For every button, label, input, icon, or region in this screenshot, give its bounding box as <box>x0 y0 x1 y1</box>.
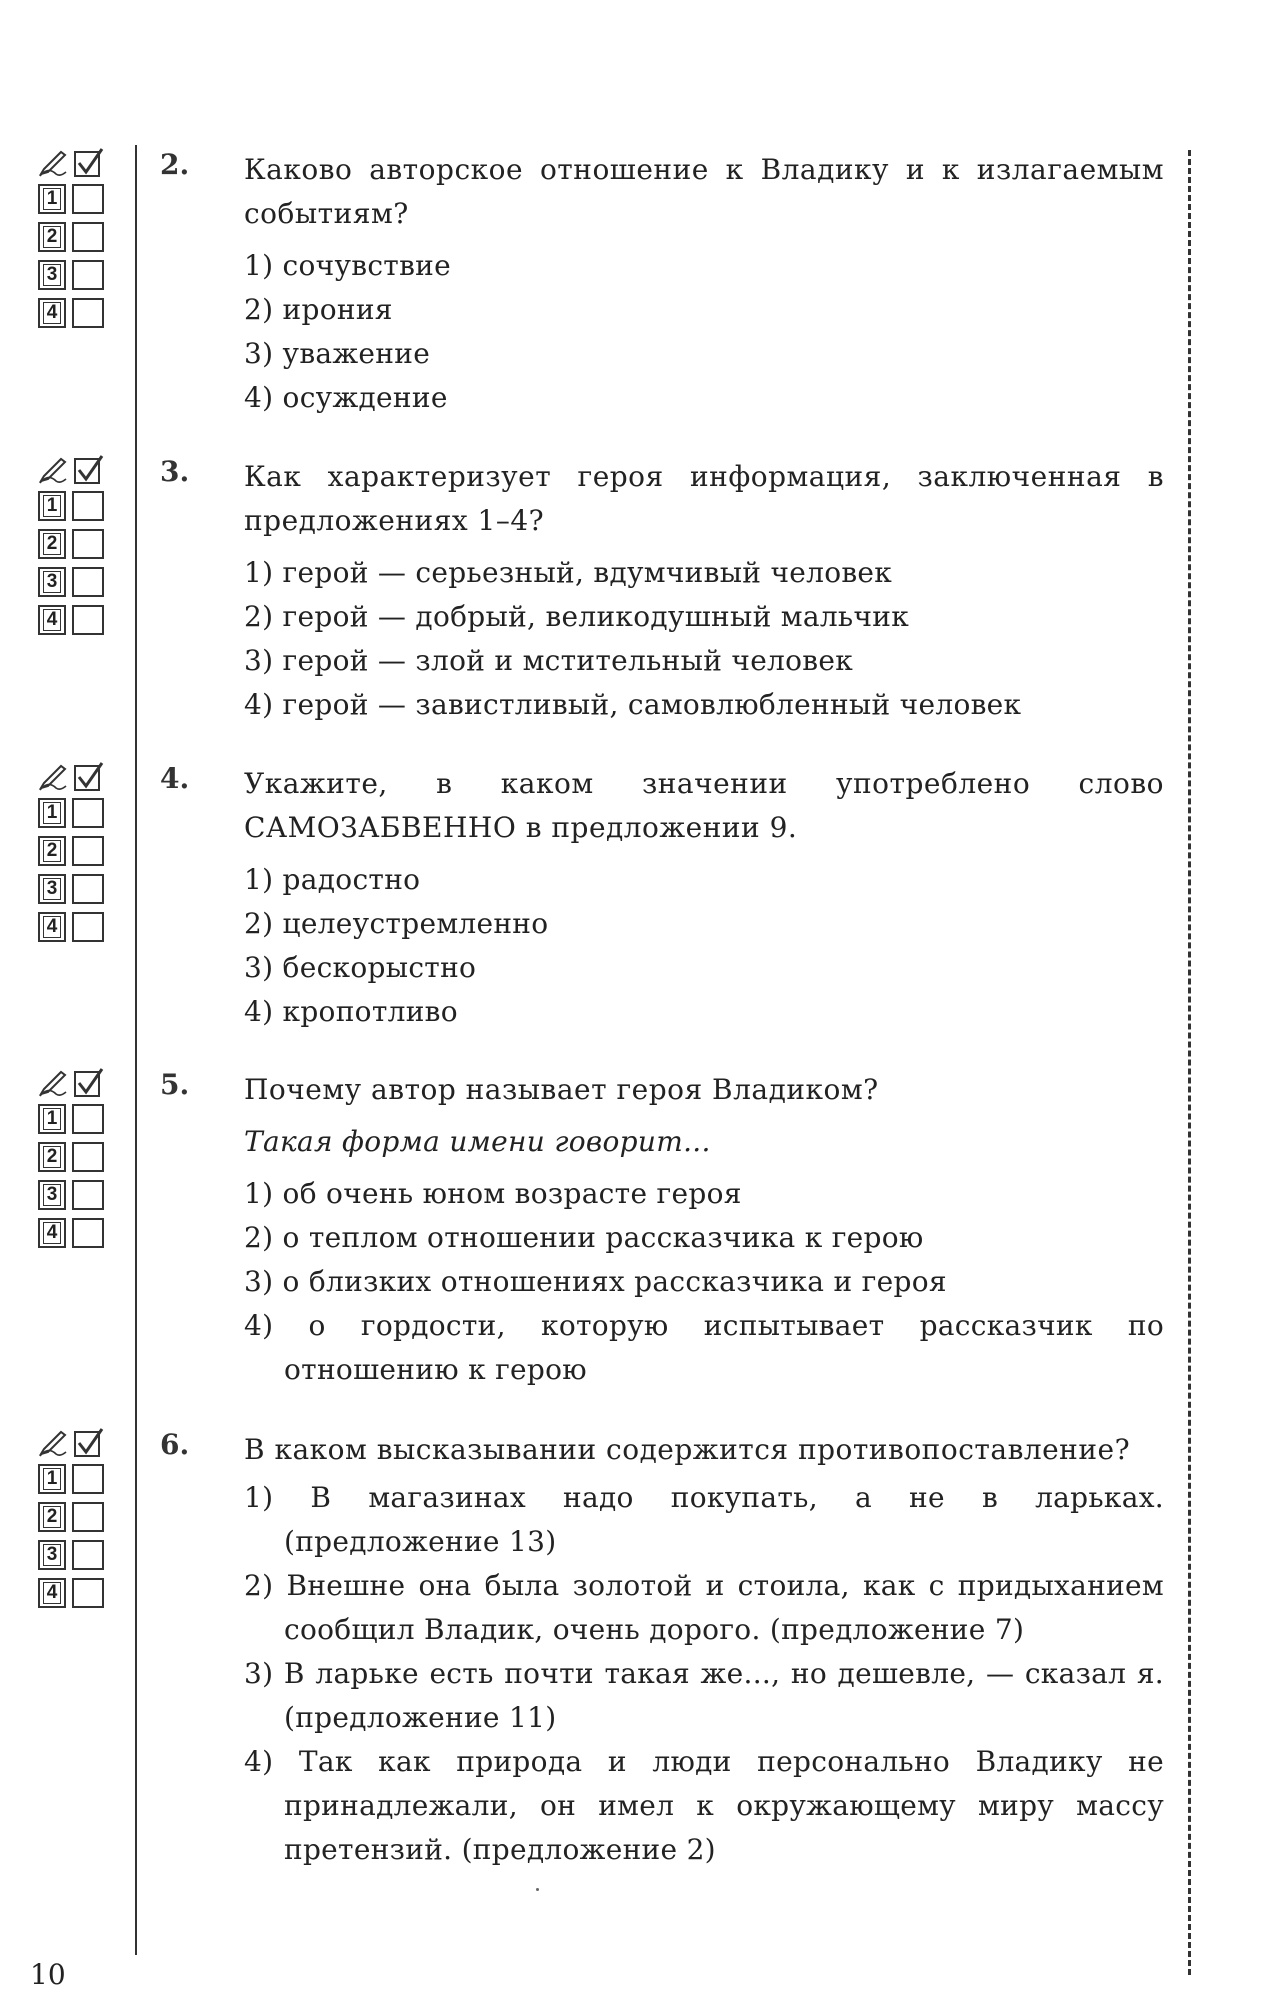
question-number: 3. <box>160 455 190 488</box>
question-number: 4. <box>160 762 190 795</box>
question-number: 6. <box>160 1428 190 1461</box>
answer-box[interactable] <box>72 491 104 521</box>
answer-box[interactable] <box>72 1540 104 1570</box>
question-text: Как характеризует героя информация, заключенная в предложениях 1–4? <box>244 460 1164 537</box>
answer-box[interactable] <box>72 1464 104 1494</box>
option: 1) герой — серьезный, вдумчивый человек <box>244 556 893 589</box>
answer-label: 2 <box>38 1142 66 1172</box>
pen-icon <box>38 457 70 485</box>
option: 2) о теплом отношении рассказчика к герою <box>244 1221 924 1254</box>
answer-box[interactable] <box>72 1104 104 1134</box>
answer-box[interactable] <box>72 836 104 866</box>
answer-label: 2 <box>38 836 66 866</box>
answer-label: 3 <box>38 260 66 290</box>
option: 4) Так как природа и люди персонально Владику не принадлежали, он имел к окружающему миру массу претензий. (предложение 2) <box>244 1745 1164 1866</box>
option: 1) радостно <box>244 863 421 896</box>
answer-box[interactable] <box>72 184 104 214</box>
option: 2) ирония <box>244 293 393 326</box>
option: 2) Внешне она была золотой и стоила, как с придыханием сообщил Владик, очень дорого. (предложение 7) <box>244 1569 1164 1646</box>
answer-label: 4 <box>38 605 66 635</box>
option: 2) герой — добрый, великодушный мальчик <box>244 600 910 633</box>
answer-box[interactable] <box>72 567 104 597</box>
answer-box[interactable] <box>72 222 104 252</box>
option: 3) герой — злой и мстительный человек <box>244 644 854 677</box>
option: 1) сочувствие <box>244 249 451 282</box>
answer-box[interactable] <box>72 798 104 828</box>
answer-label: 2 <box>38 1502 66 1532</box>
option: 4) кропотливо <box>244 995 458 1028</box>
answer-label: 1 <box>38 1104 66 1134</box>
answer-label: 3 <box>38 874 66 904</box>
option: 3) уважение <box>244 337 431 370</box>
answer-label: 4 <box>38 1578 66 1608</box>
option: 1) об очень юном возрасте героя <box>244 1177 742 1210</box>
answer-box[interactable] <box>72 1578 104 1608</box>
checkmark-box[interactable] <box>74 458 100 484</box>
option: 3) бескорыстно <box>244 951 477 984</box>
pen-icon <box>38 1430 70 1458</box>
checkmark-box[interactable] <box>74 151 100 177</box>
answer-box[interactable] <box>72 874 104 904</box>
pen-icon <box>38 1070 70 1098</box>
pen-icon <box>38 764 70 792</box>
checkmark-box[interactable] <box>74 765 100 791</box>
option: 3) В ларьке есть почти такая же..., но дешевле, — сказал я. (предложение 11) <box>244 1657 1164 1734</box>
answer-grid <box>38 455 118 643</box>
answer-label: 3 <box>38 1180 66 1210</box>
question-text: В каком высказывании содержится противопоставление? <box>244 1433 1131 1466</box>
answer-label: 1 <box>38 798 66 828</box>
answer-box[interactable] <box>72 298 104 328</box>
margin-rule <box>135 145 137 1955</box>
answer-box[interactable] <box>72 1502 104 1532</box>
cut-line <box>1188 150 1191 1975</box>
question-text: Каково авторское отношение к Владику и к излагаемым событиям? <box>244 153 1164 230</box>
pen-icon <box>38 150 70 178</box>
answer-box[interactable] <box>72 1218 104 1248</box>
answer-label: 2 <box>38 222 66 252</box>
print-speck <box>536 1888 539 1891</box>
answer-box[interactable] <box>72 260 104 290</box>
answer-grid <box>38 148 118 336</box>
answer-label: 3 <box>38 567 66 597</box>
option: 4) герой — завистливый, самовлюбленный человек <box>244 688 1022 721</box>
answer-label: 2 <box>38 529 66 559</box>
answer-box[interactable] <box>72 1180 104 1210</box>
page-number: 10 <box>30 1958 66 1991</box>
answer-box[interactable] <box>72 605 104 635</box>
answer-label: 1 <box>38 1464 66 1494</box>
answer-label: 4 <box>38 298 66 328</box>
question-number: 5. <box>160 1068 190 1101</box>
answer-grid <box>38 1428 118 1616</box>
answer-box[interactable] <box>72 912 104 942</box>
option: 4) о гордости, которую испытывает рассказчик по отношению к герою <box>244 1309 1164 1386</box>
checkmark-box[interactable] <box>74 1071 100 1097</box>
option: 2) целеустремленно <box>244 907 549 940</box>
question-text: Укажите, в каком значении употреблено слово САМОЗАБВЕННО в предложении 9. <box>244 767 1164 844</box>
answer-grid <box>38 1068 118 1256</box>
answer-label: 1 <box>38 491 66 521</box>
answer-box[interactable] <box>72 529 104 559</box>
question-text: Почему автор называет героя Владиком? <box>244 1073 879 1106</box>
answer-label: 3 <box>38 1540 66 1570</box>
question-hint: Такая форма имени говорит... <box>244 1125 711 1158</box>
checkmark-box[interactable] <box>74 1431 100 1457</box>
option: 3) о близких отношениях рассказчика и героя <box>244 1265 947 1298</box>
answer-grid <box>38 762 118 950</box>
answer-label: 4 <box>38 1218 66 1248</box>
answer-label: 1 <box>38 184 66 214</box>
answer-box[interactable] <box>72 1142 104 1172</box>
question-number: 2. <box>160 148 190 181</box>
option: 4) осуждение <box>244 381 448 414</box>
option: 1) В магазинах надо покупать, а не в ларьках. (предложение 13) <box>244 1481 1164 1558</box>
answer-label: 4 <box>38 912 66 942</box>
